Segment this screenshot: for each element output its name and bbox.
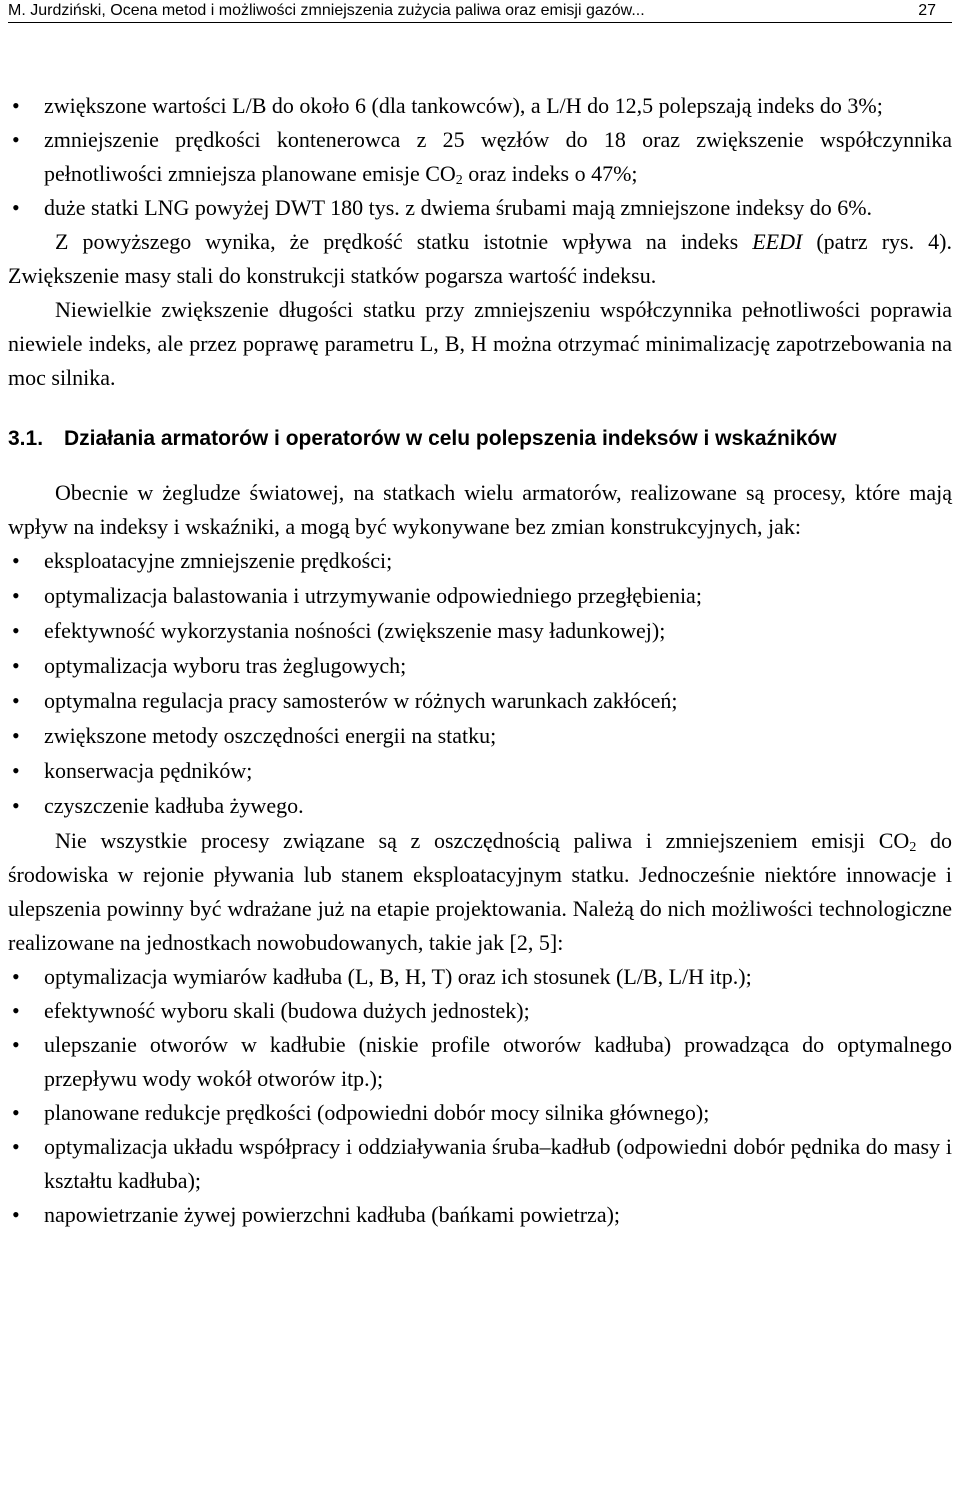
list-item: • czyszczenie kadłuba żywego. — [8, 789, 952, 823]
running-title: M. Jurdziński, Ocena metod i możliwości zmniejszenia zużycia paliwa oraz emisji gazów... — [8, 2, 645, 19]
list-item: • optymalizacja balastowania i utrzymywanie odpowiedniego przegłębienia; — [8, 579, 952, 613]
running-header — [8, 0, 952, 23]
list-item: • konserwacja pędników; — [8, 754, 952, 788]
list-item: • napowietrzanie żywej powierzchni kadłuba (bańkami powietrza); — [8, 1198, 952, 1232]
section-title: Działania armatorów i operatorów w celu polepszenia indeksów i wskaźników — [64, 427, 837, 450]
list-item: • zmniejszenie prędkości kontenerowca z 25 węzłów do 18 oraz zwiększenie współczynnika pełnotliwości zmniejsza planowane emisje $CO_2$ oraz indeks o 47%; — [8, 123, 952, 191]
bullet-list-design — [8, 960, 952, 1232]
page-body — [8, 89, 952, 1232]
bullet-list-operational — [8, 544, 952, 823]
list-item: • duże statki LNG powyżej DWT 180 tys. z dwiema śrubami mają zmniejszone indeksy do 6%. — [8, 191, 952, 225]
list-item: • eksploatacyjne zmniejszenie prędkości; — [8, 544, 952, 578]
list-item: • efektywność wyboru skali (budowa dużych jednostek); — [8, 994, 952, 1028]
list-item: • zwiększone metody oszczędności energii na statku; — [8, 719, 952, 753]
paragraph: Nie wszystkie procesy związane są z oszczędnością paliwa i zmniejszeniem emisji $CO_2$ do środowiska w rejonie pływania lub stanem eksploatacyjnym statku. Jednocześnie niektóre innowacje i ulepszenia powinny być wdrażane już na etapie projektowania. Należą do nich możliwości technologiczne realizowane na jednostkach nowobudowanych, takie jak [2, 5]: — [8, 828, 953, 955]
paragraph: Obecnie w żegludze światowej, na statkach wielu armatorów, realizowane są procesy, które mają wpływ na indeksy i wskaźniki, a mogą być wykonywane bez zmian konstrukcyjnych, jak: — [8, 480, 952, 539]
section-heading — [8, 422, 952, 456]
list-item: • efektywność wykorzystania nośności (zwiększenie masy ładunkowej); — [8, 614, 952, 648]
list-item: • ulepszanie otworów w kadłubie (niskie profile otworów kadłuba) prowadząca do optymalnego przepływu wody wokół otworów itp.); — [8, 1028, 952, 1096]
list-item: • optymalna regulacja pracy samosterów w różnych warunkach zakłóceń; — [8, 684, 952, 718]
list-item: • planowane redukcje prędkości (odpowiedni dobór mocy silnika głównego); — [8, 1096, 952, 1130]
list-item: • zwiększone wartości L/B do około 6 (dla tankowców), a L/H do 12,5 polepszają indeks do 3%; — [8, 89, 952, 123]
paragraph: Z powyższego wynika, że prędkość statku istotnie wpływa na indeks EEDI (patrz rys. 4). Zwiększenie masy stali do konstrukcji statków pogarsza wartość indeksu. — [8, 229, 952, 288]
page-number: 27 — [918, 2, 936, 19]
bullet-list-results — [8, 89, 952, 225]
section-number: 3.1. — [8, 427, 44, 450]
list-item: • optymalizacja wymiarów kadłuba (L, B, H, T) oraz ich stosunek (L/B, L/H itp.); — [8, 960, 952, 994]
list-item: • optymalizacja układu współpracy i oddziaływania śruba–kadłub (odpowiedni dobór pędnika do masy i kształtu kadłuba); — [8, 1130, 952, 1198]
list-item: • optymalizacja wyboru tras żeglugowych; — [8, 649, 952, 683]
paragraph: Niewielkie zwiększenie długości statku przy zmniejszeniu współczynnika pełnotliwości poprawia niewiele indeks, ale przez poprawę parametru L, B, H można otrzymać minimalizację zapotrzebowania na moc silnika. — [8, 297, 952, 390]
